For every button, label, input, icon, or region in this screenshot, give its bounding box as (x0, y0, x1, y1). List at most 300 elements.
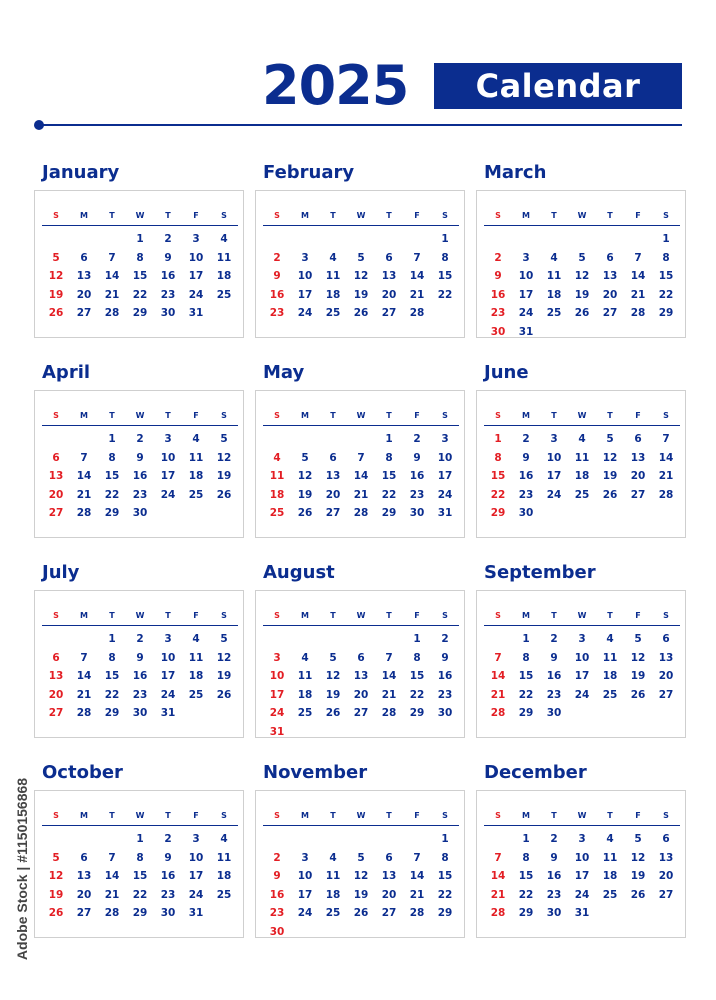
day-cell: 11 (188, 651, 204, 664)
day-cell (347, 430, 375, 448)
weekday-label: S (442, 211, 448, 220)
weekday-label: T (109, 211, 115, 220)
month-name: February (263, 162, 355, 183)
weekday-header (484, 209, 680, 223)
day-cell: 9 (164, 851, 172, 864)
day-cell: 27 (76, 307, 92, 320)
weekday-header (42, 609, 238, 623)
day-cell: 26 (602, 488, 618, 501)
day-cell: 1 (136, 833, 144, 845)
weekday-label: S (495, 211, 501, 220)
weekday-label: T (330, 611, 336, 620)
week-row (263, 249, 459, 267)
day-cell: 31 (188, 307, 204, 320)
month-name: December (484, 762, 587, 783)
day-cell (375, 630, 403, 648)
day-cell (42, 630, 70, 648)
weekday-label: T (109, 411, 115, 420)
day-cell: 10 (297, 270, 313, 283)
weekday-label: T (109, 611, 115, 620)
day-cell (319, 230, 347, 248)
weekday-underline (484, 225, 680, 226)
day-cell: 27 (630, 488, 646, 501)
weekday-label: W (356, 411, 366, 420)
week-row (263, 830, 459, 848)
day-cell: 20 (76, 888, 92, 901)
day-cell: 15 (518, 870, 534, 883)
weekday-label: F (414, 411, 420, 420)
day-cell: 1 (108, 433, 116, 445)
day-cell: 25 (574, 488, 590, 501)
day-cell: 27 (325, 507, 341, 520)
day-cell: 30 (490, 326, 506, 338)
day-cell: 22 (658, 288, 674, 301)
day-cell: 28 (104, 307, 120, 320)
weekday-label: S (442, 611, 448, 620)
day-cell: 28 (104, 907, 120, 920)
day-cell: 28 (76, 507, 92, 520)
weekday-label: S (442, 811, 448, 820)
weekday-label: F (193, 411, 199, 420)
day-cell (182, 704, 210, 722)
day-cell (484, 630, 512, 648)
month-card (34, 590, 244, 738)
day-cell: 30 (437, 707, 453, 720)
day-cell: 6 (80, 251, 88, 264)
day-cell: 4 (329, 251, 337, 264)
day-cell: 3 (441, 433, 449, 445)
weekday-underline (42, 825, 238, 826)
day-cell (210, 304, 238, 322)
day-cell: 18 (216, 870, 232, 883)
day-cell: 4 (220, 833, 228, 845)
day-cell: 30 (160, 307, 176, 320)
day-cell: 21 (353, 488, 369, 501)
day-cell: 19 (353, 288, 369, 301)
weekday-label: W (356, 611, 366, 620)
day-cell: 25 (297, 707, 313, 720)
weekday-label: M (80, 411, 88, 420)
day-cell: 5 (634, 833, 642, 845)
day-cell: 18 (602, 870, 618, 883)
day-cell: 8 (441, 851, 449, 864)
day-cell: 20 (48, 488, 64, 501)
weekday-label: T (386, 211, 392, 220)
day-cell: 19 (48, 888, 64, 901)
weekday-label: F (414, 811, 420, 820)
day-cell (624, 504, 652, 522)
week-row (42, 649, 238, 667)
day-cell: 5 (357, 251, 365, 264)
weekday-label: M (80, 611, 88, 620)
day-cell (375, 830, 403, 848)
weekday-label: F (193, 811, 199, 820)
weekday-label: S (221, 411, 227, 420)
day-cell: 24 (269, 707, 285, 720)
week-row (263, 886, 459, 904)
weekday-label: F (193, 611, 199, 620)
weekday-label: F (635, 611, 641, 620)
day-cell: 30 (409, 507, 425, 520)
day-cell: 6 (329, 451, 337, 464)
day-cell: 19 (216, 670, 232, 683)
day-cell: 6 (634, 433, 642, 445)
day-cell: 28 (658, 488, 674, 501)
day-cell (319, 723, 347, 741)
day-cell: 19 (630, 670, 646, 683)
day-cell: 2 (273, 251, 281, 264)
weekday-header (263, 609, 459, 623)
day-cell: 15 (104, 670, 120, 683)
week-row (484, 267, 680, 285)
watermark-text: Adobe Stock | #1150156868 (14, 777, 30, 961)
day-cell: 9 (441, 651, 449, 664)
day-cell (596, 704, 624, 722)
day-cell: 12 (353, 870, 369, 883)
day-cell: 10 (574, 851, 590, 864)
month-card (34, 790, 244, 938)
week-row (263, 904, 459, 922)
weekday-label: S (663, 411, 669, 420)
day-cell: 26 (574, 307, 590, 320)
day-cell: 16 (132, 470, 148, 483)
day-cell: 30 (160, 907, 176, 920)
week-row (263, 667, 459, 685)
weekday-label: S (53, 411, 59, 420)
day-cell: 3 (164, 433, 172, 445)
day-cell: 13 (48, 470, 64, 483)
day-cell (291, 230, 319, 248)
day-cell: 22 (518, 888, 534, 901)
day-cell (319, 923, 347, 941)
day-cell: 26 (216, 688, 232, 701)
weekday-label: S (274, 211, 280, 220)
week-row (484, 430, 680, 448)
week-row (484, 286, 680, 304)
day-cell: 13 (325, 470, 341, 483)
day-cell: 2 (136, 433, 144, 445)
day-cell: 11 (602, 651, 618, 664)
day-cell: 14 (104, 870, 120, 883)
day-cell: 18 (546, 288, 562, 301)
weekday-underline (484, 425, 680, 426)
day-cell (568, 230, 596, 248)
week-row (263, 649, 459, 667)
day-cell: 24 (160, 688, 176, 701)
day-cell: 6 (385, 251, 393, 264)
weekday-label: T (386, 411, 392, 420)
weekday-label: F (635, 811, 641, 820)
day-cell: 20 (381, 888, 397, 901)
day-cell: 14 (76, 670, 92, 683)
week-row (42, 849, 238, 867)
day-cell: 23 (132, 688, 148, 701)
weekday-label: T (607, 211, 613, 220)
day-cell: 21 (409, 888, 425, 901)
day-cell: 31 (518, 326, 534, 338)
day-cell: 7 (108, 251, 116, 264)
day-cell: 9 (164, 251, 172, 264)
day-cell: 14 (658, 451, 674, 464)
day-cell: 19 (216, 470, 232, 483)
month-card (476, 590, 686, 738)
week-row (484, 867, 680, 885)
day-cell (540, 230, 568, 248)
day-cell: 2 (550, 633, 558, 645)
day-cell: 19 (325, 688, 341, 701)
day-cell: 31 (574, 907, 590, 920)
week-row (484, 230, 680, 248)
weekday-label: T (330, 211, 336, 220)
day-cell (210, 504, 238, 522)
day-cell: 6 (606, 251, 614, 264)
week-row (263, 286, 459, 304)
day-cell: 13 (381, 870, 397, 883)
day-cell: 3 (301, 251, 309, 264)
week-row (484, 249, 680, 267)
day-cell: 12 (602, 451, 618, 464)
day-cell: 20 (76, 288, 92, 301)
weekday-label: S (274, 611, 280, 620)
weekday-label: T (551, 811, 557, 820)
day-cell: 9 (550, 651, 558, 664)
weekday-label: M (522, 611, 530, 620)
day-cell: 13 (658, 651, 674, 664)
day-cell: 4 (578, 433, 586, 445)
weekday-label: T (551, 411, 557, 420)
day-cell: 13 (353, 670, 369, 683)
week-row (484, 704, 680, 722)
day-cell: 2 (164, 833, 172, 845)
week-row (42, 830, 238, 848)
week-row (263, 504, 459, 522)
month-may (255, 360, 465, 520)
day-cell: 7 (413, 251, 421, 264)
week-row (484, 449, 680, 467)
day-cell: 14 (104, 270, 120, 283)
weekday-label: M (301, 611, 309, 620)
day-cell: 8 (494, 451, 502, 464)
day-cell: 27 (381, 907, 397, 920)
day-cell (484, 230, 512, 248)
day-cell (596, 230, 624, 248)
month-card (476, 790, 686, 938)
weekday-label: F (193, 211, 199, 220)
weekday-label: M (522, 811, 530, 820)
day-cell: 17 (437, 470, 453, 483)
day-cell: 14 (381, 670, 397, 683)
day-cell: 22 (104, 688, 120, 701)
weekday-label: S (442, 411, 448, 420)
week-row (263, 867, 459, 885)
weekday-label: S (495, 611, 501, 620)
day-cell: 23 (160, 888, 176, 901)
day-cell (403, 923, 431, 941)
day-cell: 7 (662, 433, 670, 445)
day-cell: 24 (574, 688, 590, 701)
day-cell: 20 (353, 688, 369, 701)
weekday-label: S (663, 811, 669, 820)
day-cell: 3 (301, 851, 309, 864)
weekday-header (484, 609, 680, 623)
weekday-label: M (80, 811, 88, 820)
day-cell: 8 (108, 651, 116, 664)
day-cell: 11 (216, 251, 232, 264)
week-row (263, 849, 459, 867)
day-cell (319, 630, 347, 648)
day-cell: 17 (297, 288, 313, 301)
weekday-label: T (607, 811, 613, 820)
day-cell: 25 (216, 888, 232, 901)
day-cell: 25 (188, 688, 204, 701)
day-cell: 5 (220, 433, 228, 445)
day-cell: 28 (76, 707, 92, 720)
weekday-header (484, 809, 680, 823)
day-cell: 27 (353, 707, 369, 720)
month-card (476, 190, 686, 338)
day-cell: 8 (108, 451, 116, 464)
day-cell: 27 (76, 907, 92, 920)
day-cell: 26 (630, 688, 646, 701)
weekday-label: T (386, 811, 392, 820)
day-cell: 19 (48, 288, 64, 301)
week-row (42, 667, 238, 685)
day-cell: 29 (490, 507, 506, 520)
month-name: May (263, 362, 305, 383)
week-row (484, 504, 680, 522)
day-cell: 30 (132, 707, 148, 720)
day-cell (596, 323, 624, 341)
day-cell: 22 (132, 888, 148, 901)
week-row (484, 486, 680, 504)
day-cell: 4 (329, 851, 337, 864)
week-row (484, 830, 680, 848)
weekday-underline (42, 225, 238, 226)
day-cell: 22 (490, 488, 506, 501)
weekday-underline (484, 625, 680, 626)
month-name: January (42, 162, 120, 183)
day-cell: 7 (494, 851, 502, 864)
day-cell: 24 (188, 288, 204, 301)
day-cell: 29 (518, 907, 534, 920)
day-cell: 20 (48, 688, 64, 701)
day-cell: 30 (546, 707, 562, 720)
day-cell: 28 (353, 507, 369, 520)
day-cell: 2 (441, 633, 449, 645)
day-cell (375, 923, 403, 941)
weekday-label: S (53, 811, 59, 820)
day-cell (291, 923, 319, 941)
day-cell: 15 (104, 470, 120, 483)
day-cell: 20 (325, 488, 341, 501)
day-cell (263, 630, 291, 648)
day-cell: 28 (490, 707, 506, 720)
day-cell (210, 904, 238, 922)
day-cell: 3 (578, 633, 586, 645)
day-cell: 14 (490, 670, 506, 683)
day-cell: 7 (634, 251, 642, 264)
day-cell (431, 723, 459, 741)
day-cell: 13 (658, 851, 674, 864)
weekday-label: W (356, 211, 366, 220)
weekday-label: W (135, 411, 145, 420)
day-cell: 15 (409, 670, 425, 683)
weekday-underline (263, 225, 459, 226)
day-cell: 21 (104, 888, 120, 901)
week-row (484, 849, 680, 867)
week-row (42, 486, 238, 504)
day-cell: 15 (518, 670, 534, 683)
day-cell: 24 (297, 907, 313, 920)
week-row (42, 267, 238, 285)
day-cell: 11 (269, 470, 285, 483)
day-cell: 4 (192, 433, 200, 445)
day-cell: 8 (662, 251, 670, 264)
day-cell: 3 (192, 233, 200, 245)
day-cell: 30 (132, 507, 148, 520)
month-august (255, 560, 465, 738)
day-cell: 12 (297, 470, 313, 483)
day-cell: 29 (104, 507, 120, 520)
day-cell (624, 904, 652, 922)
day-cell: 13 (630, 451, 646, 464)
day-cell: 6 (662, 833, 670, 845)
day-cell: 5 (329, 651, 337, 664)
day-cell: 4 (301, 651, 309, 664)
weekday-label: T (109, 811, 115, 820)
weekday-label: M (301, 411, 309, 420)
month-october (34, 760, 244, 920)
day-cell: 17 (574, 670, 590, 683)
day-cell: 16 (160, 870, 176, 883)
day-cell: 23 (490, 307, 506, 320)
weekday-label: M (80, 211, 88, 220)
weekday-label: T (607, 411, 613, 420)
day-cell: 8 (522, 651, 530, 664)
week-row (42, 886, 238, 904)
day-cell: 2 (522, 433, 530, 445)
day-cell (431, 923, 459, 941)
day-cell (42, 830, 70, 848)
day-cell: 17 (574, 870, 590, 883)
day-cell (291, 830, 319, 848)
week-row (42, 304, 238, 322)
weekday-label: W (577, 611, 587, 620)
weekday-label: S (221, 611, 227, 620)
weekday-label: M (522, 411, 530, 420)
weekday-header (42, 209, 238, 223)
day-cell (347, 630, 375, 648)
day-cell: 23 (160, 288, 176, 301)
day-cell: 28 (409, 907, 425, 920)
week-row (263, 630, 459, 648)
week-row (484, 886, 680, 904)
day-cell: 25 (325, 907, 341, 920)
weekday-label: S (221, 211, 227, 220)
day-cell: 23 (409, 488, 425, 501)
day-cell (375, 723, 403, 741)
day-cell: 7 (413, 851, 421, 864)
day-cell: 16 (437, 670, 453, 683)
weekday-label: S (663, 611, 669, 620)
day-cell: 4 (220, 233, 228, 245)
weekday-label: M (301, 811, 309, 820)
month-march (476, 160, 686, 338)
day-cell: 10 (437, 451, 453, 464)
day-cell: 31 (188, 907, 204, 920)
day-cell: 27 (602, 307, 618, 320)
day-cell: 26 (48, 307, 64, 320)
